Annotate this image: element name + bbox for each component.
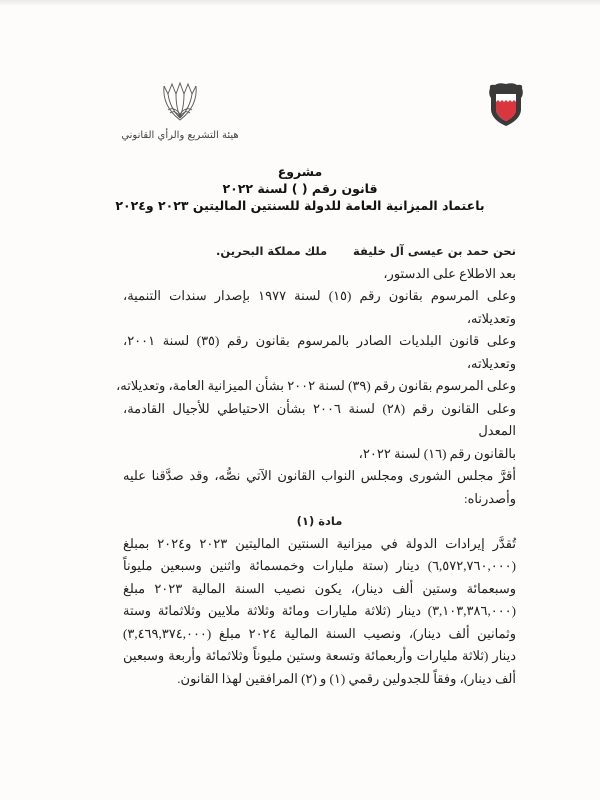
preamble-line: وأصدرناه:	[463, 490, 516, 506]
law-subject: باعتماد الميزانية العامة للدولة للسنتين الماليتين ٢٠٢٣ و٢٠٢٤	[115, 198, 485, 213]
king-line	[216, 240, 516, 263]
article-line: (٦,٥٧٢,٧٦٠,٠٠٠) دينار (ستة مليارات وخمسمائة واثنين وسبعين مليوناً	[123, 558, 516, 573]
scan-edge	[0, 0, 600, 6]
article-line: تُقدَّر إيرادات الدولة في ميزانية السنتين الماليتين ٢٠٢٣ و٢٠٢٤ بمبلغ	[123, 535, 517, 551]
bahrain-emblem-icon	[487, 82, 525, 127]
preamble-line: وتعديلاته،	[466, 355, 516, 371]
king-name: نحن حمد بن عيسى آل خليفة	[352, 244, 516, 258]
preamble-line: وعلى المرسوم بقانون رقم (٣٩) لسنة ٢٠٠٢ بشأن الميزانية العامة، وتعديلاته،	[116, 378, 516, 393]
article-line: ألف دينار)، وفقاً للجدولين رقمي (١) و (٢) المرافقين لهذا القانون.	[177, 670, 516, 686]
document-titles	[0, 163, 600, 214]
article-line: دينار (ثلاثة مليارات وأربعمائة وتسعة وستين مليوناً وثلاثمائة وأربعة وسبعين	[123, 648, 516, 663]
article-line: وسبعمائة وستين ألف دينار)، يكون نصيب السنة المالية ٢٠٢٣ مبلغ	[123, 580, 517, 596]
draft-label: مشروع	[277, 164, 323, 179]
preamble-line: وعلى المرسوم بقانون رقم (١٥) لسنة ١٩٧٧ بإصدار سندات التنمية،	[123, 288, 517, 303]
preamble-line: بعد الاطلاع على الدستور،	[383, 265, 516, 281]
preamble-line: وعلى القانون رقم (٢٨) لسنة ٢٠٠٦ بشأن الاحتياطي للأجيال القادمة، المعدل	[123, 400, 516, 438]
preamble-line: وعلى قانون البلديات الصادر بالمرسوم بقانون رقم (٣٥) لسنة ٢٠٠١،	[123, 333, 516, 348]
lloc-logo	[120, 80, 240, 141]
article-line: (٣,١٠٣,٣٨٦,٠٠٠) دينار (ثلاثة مليارات ومائة وثلاثة ملايين وثلاثمائة وستة	[123, 603, 516, 618]
article-line: وثمانين ألف دينار)، ونصيب السنة المالية ٢٠٢٤ مبلغ (٣,٤٦٩,٣٧٤,٠٠٠)	[123, 625, 516, 641]
preamble-line: بالقانون رقم (١٦) لسنة ٢٠٢٢،	[358, 445, 516, 461]
article-heading: مادة (١)	[296, 514, 343, 528]
preamble-line: أقرَّ مجلس الشورى ومجلس النواب القانون الآتي نصُّه، وقد صدَّقنا عليه	[123, 468, 516, 483]
lotus-book-icon	[158, 80, 202, 124]
king-title: ملك مملكة البحرين.	[216, 244, 328, 258]
authority-name: هيئة التشريع والرأي القانوني	[121, 130, 239, 141]
law-number: قانون رقم ( ) لسنة ٢٠٢٢	[222, 181, 378, 196]
preamble-line: وتعديلاته،	[466, 310, 516, 326]
law-body	[116, 240, 517, 690]
